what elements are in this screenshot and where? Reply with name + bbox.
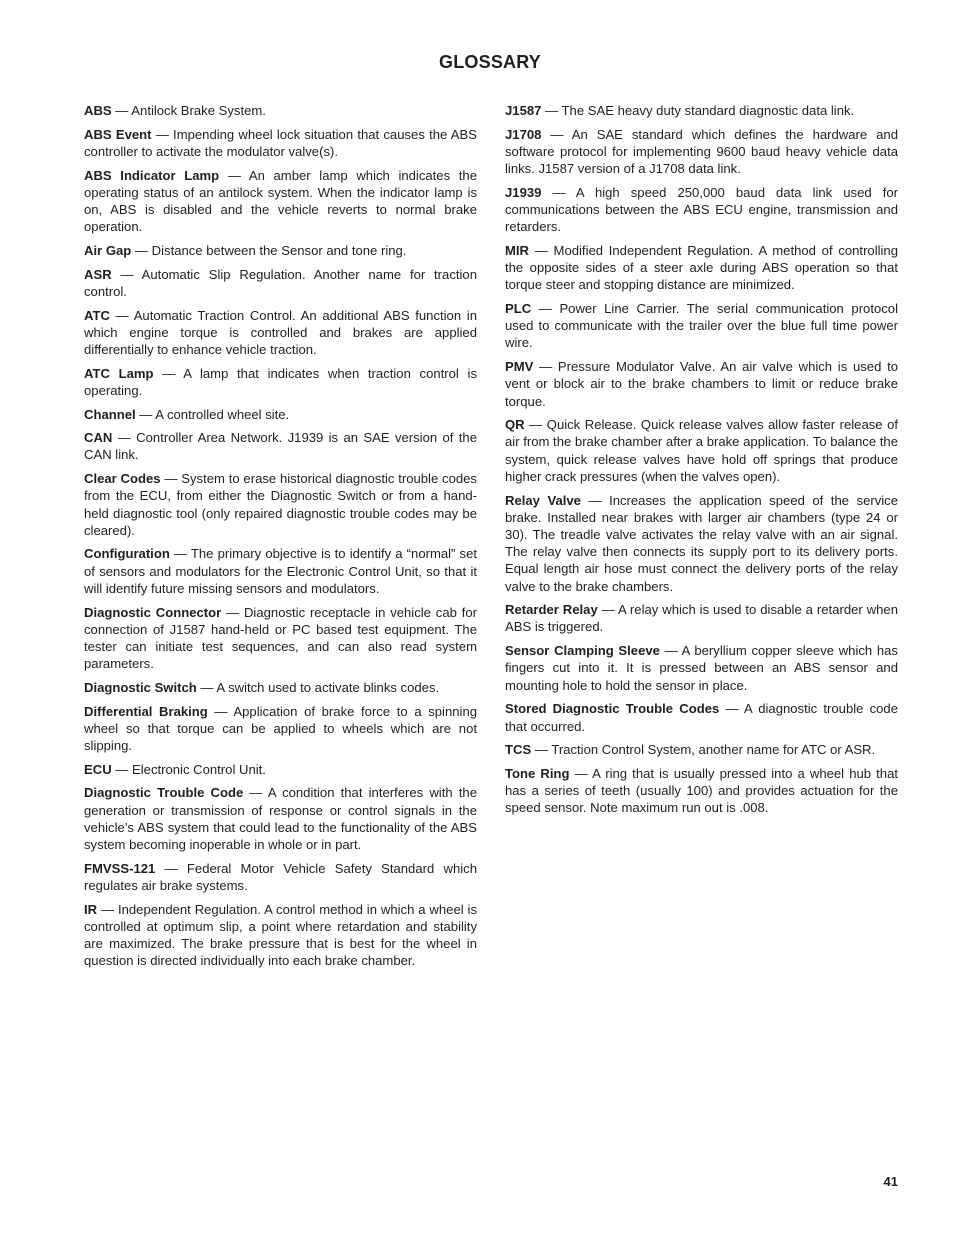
glossary-entry [84,604,477,673]
glossary-term: J1587 [505,103,542,118]
glossary-definition: — The primary objective is to identify a “normal” set of sensors and modulators for the Electronic Control Unit, so that it will identify future missing sensors and modulators. [84,546,477,596]
glossary-definition: — Automatic Traction Control. An additional ABS function in which engine torque is controlled and brakes are applied differentially to enhance vehicle traction. [84,307,477,357]
glossary-entry [505,242,898,294]
glossary-term: ECU [84,761,112,777]
glossary-term: FMVSS-121 [84,860,156,876]
glossary-entry [505,601,898,635]
glossary-definition: — Application of brake force to a spinning wheel so that torque can be applied to wheels which are not slipping. [84,703,478,753]
glossary-entry [84,703,477,755]
glossary-entry [84,307,477,359]
glossary-entry [84,679,477,696]
glossary-term: J1939 [505,184,542,200]
glossary-term: IR [84,901,98,917]
glossary-term: ATC [84,307,110,323]
glossary-definition: — Traction Control System, another name for ATC or ASR. [531,742,876,758]
glossary-entry [505,765,898,817]
glossary-term: CAN [84,430,113,446]
glossary-term: Channel [84,406,136,422]
glossary-definition: — Electronic Control Unit. [111,761,266,777]
glossary-definition: — Power Line Carrier. The serial communication protocol used to communicate with the trailer over the blue full time power wire. [505,301,898,351]
glossary-definition: — Diagnostic receptacle in vehicle cab for connection of J1587 hand-held or PC based test equipment. The tester can initiate test sequences, and can also read system parameters. [84,604,477,672]
glossary-definition: — A beryllium copper sleeve which has fingers cut into it. It is pressed between an ABS sensor and mounting hole to hold the sensor in place. [505,643,898,693]
glossary-term: PLC [505,301,532,317]
glossary-term: Air Gap [84,242,132,258]
glossary-term: Relay Valve [505,492,581,508]
glossary-entry [84,761,477,778]
glossary-definition: — System to erase historical diagnostic trouble codes from the ECU, from either the Diagnostic Switch or from a hand-held diagnostic tool (only repaired diagnostic trouble codes may be cleared). [84,471,477,538]
glossary-entry [84,545,477,597]
glossary-entry [84,406,477,423]
glossary-term: QR [505,417,525,433]
glossary-entry [84,784,477,853]
glossary-term: PMV [505,359,534,375]
glossary-term: Sensor Clamping Sleeve [505,643,660,659]
glossary-definition: — A high speed 250,000 baud data link used for communications between the ABS ECU engine, transmission and retarders. [505,184,898,235]
glossary-definition: — A ring that is usually pressed into a wheel hub that has a series of teeth (usually 100) and provides actuation for the speed sensor. Note maximum run out is .008. [505,765,898,816]
glossary-term: Diagnostic Connector [84,604,222,620]
glossary-definition: — A lamp that indicates when traction control is operating. [84,365,477,398]
glossary-definition: — An SAE standard which defines the hardware and software protocol for implementing 9600 baud heavy vehicle data links. J1587 version of a J1708 data link. [505,126,898,177]
glossary-definition: — Increases the application speed of the service brake. Installed near brakes with larger air chambers (type 24 or 30). The treadle valve activates the relay valve with an air signal. The relay valve then connects its supply port to its delivery ports. Equal length air hose must connect the delivery ports of the relay valve to the brake chambers. [505,492,898,594]
glossary-entry [505,300,898,352]
glossary-term: Tone Ring [505,765,570,781]
glossary-term: MIR [505,242,530,258]
glossary-entry [84,242,477,259]
glossary-entry [84,102,477,119]
glossary-entry [505,184,898,236]
glossary-entry [84,266,477,300]
glossary-term: Diagnostic Switch [84,679,197,695]
glossary-entry [84,429,477,463]
glossary-definition: — Modified Independent Regulation. A method of controlling the opposite sides of a steer axle during ABS operation so that torque steer and stopping distance are minimized. [505,242,898,293]
glossary-term: ABS Indicator Lamp [84,167,220,183]
glossary-column-left [84,102,477,976]
glossary-entry [84,860,477,894]
glossary-definition: — An amber lamp which indicates the operating status of an antilock system. When the indicator lamp is on, ABS is disabled and the vehicle reverts to normal brake operation. [84,167,477,235]
glossary-definition: — Impending wheel lock situation that causes the ABS controller to activate the modulator valve(s). [84,126,477,159]
glossary-term: J1708 [505,126,542,142]
glossary-term: ABS [84,103,112,118]
glossary-term: ATC Lamp [84,365,154,381]
glossary-definition: — A switch used to activate blinks codes. [196,679,440,695]
glossary-entry [84,167,477,236]
glossary-definition: — Independent Regulation. A control method in which a wheel is controlled at optimum slip, a point where retardation and stability are maximized. The brake pressure that is best for the wheel in question is directed individually into each brake chamber. [84,901,477,969]
glossary-definition: — A controlled wheel site. [135,406,290,422]
glossary-term: ABS Event [84,126,152,142]
glossary-definition: — Antilock Brake System. [111,103,266,118]
glossary-entry [505,358,898,410]
glossary-entry [505,492,898,595]
glossary-entry [84,470,477,539]
page-number: 41 [883,1174,898,1189]
glossary-entry [505,700,898,734]
glossary-definition: — The SAE heavy duty standard diagnostic data link. [541,103,855,118]
glossary-entry [505,642,898,694]
glossary-entry [84,365,477,399]
glossary-definition: — Automatic Slip Regulation. Another name for traction control. [84,266,477,299]
glossary-term: Configuration [84,546,170,562]
glossary-definition: — Pressure Modulator Valve. An air valve which is used to vent or block air to the brake chambers to limit or reduce brake torque. [505,359,898,409]
glossary-entry [84,126,477,160]
glossary-term: Retarder Relay [505,602,598,618]
glossary-entry [505,126,898,178]
glossary-definition: — Quick Release. Quick release valves allow faster release of air from the brake chamber after a brake application. To balance the system, quick release valves have hold off springs that produce higher crack pressures (when the valves open). [505,417,898,484]
glossary-definition: — Distance between the Sensor and tone ring. [131,242,407,258]
glossary-definition: — Controller Area Network. J1939 is an SAE version of the CAN link. [84,430,477,463]
glossary-entry [505,741,898,758]
glossary-definition: — A condition that interferes with the generation or transmission of response or control signals in the vehicle’s ABS system that could lead to the functionality of the ABS system becoming inoperable in whole or in part. [84,785,477,853]
glossary-term: Differential Braking [84,703,208,719]
glossary-definition: — Federal Motor Vehicle Safety Standard which regulates air brake systems. [84,860,477,893]
glossary-entry [84,901,477,970]
glossary-term: TCS [505,742,532,758]
glossary-definition: — A relay which is used to disable a retarder when ABS is triggered. [505,602,898,635]
glossary-column-right [505,102,898,823]
glossary-term: ASR [84,266,112,282]
glossary-term: Diagnostic Trouble Code [84,785,244,801]
glossary-term: Stored Diagnostic Trouble Codes [505,701,720,717]
glossary-definition: — A diagnostic trouble code that occurred. [505,701,898,734]
glossary-term: Clear Codes [84,471,161,487]
page-title: GLOSSARY [439,52,541,72]
glossary-entry [505,102,898,119]
glossary-entry [505,416,898,485]
